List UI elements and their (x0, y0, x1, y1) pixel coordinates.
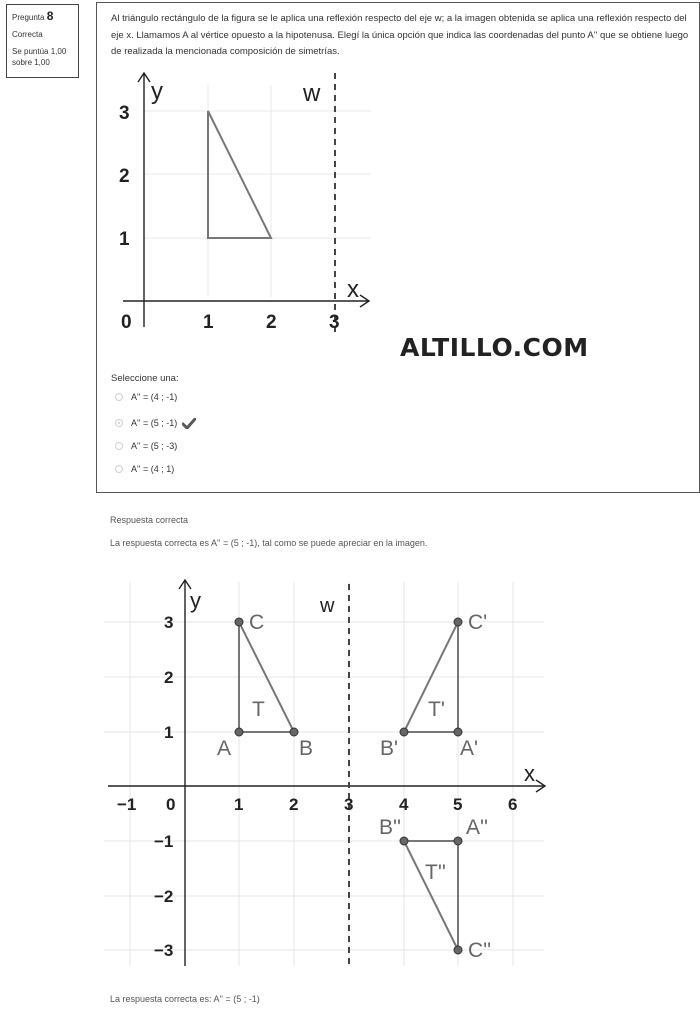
select-label: Seleccione una: (111, 373, 179, 384)
y-axis-label: y (151, 78, 163, 105)
label-A-double-prime: A'' (466, 816, 489, 839)
question-graph (103, 65, 373, 337)
point-A-double-prime (454, 837, 462, 845)
tick-x-2: 2 (289, 795, 299, 814)
tick-y-1: 1 (119, 229, 130, 250)
radio-option-d[interactable] (115, 465, 123, 473)
tick-x-1: 1 (234, 795, 244, 814)
point-C-double-prime (454, 946, 462, 954)
option-d[interactable] (115, 462, 174, 476)
label-B-prime: B' (380, 737, 399, 760)
tick-x-5: 5 (453, 795, 463, 814)
final-answer: La respuesta correcta es: A'' = (5 ; -1) (110, 994, 260, 1004)
point-B-prime (400, 728, 408, 736)
w-line-label: w (320, 595, 335, 617)
question-number-label: Pregunta (12, 13, 45, 22)
question-grade: Se puntúa 1,00 sobre 1,00 (12, 46, 67, 67)
label-B: B (299, 737, 314, 760)
point-B-double-prime (400, 837, 408, 845)
point-A-prime (454, 728, 462, 736)
point-A (235, 728, 243, 736)
point-C (235, 618, 243, 626)
feedback-title: Respuesta correcta (110, 515, 189, 525)
watermark: ALTILLO.COM (400, 333, 589, 362)
option-a[interactable] (115, 390, 177, 404)
tick-x-0: 0 (166, 795, 176, 814)
point-C-prime (454, 618, 462, 626)
label-A-prime: A' (460, 737, 479, 760)
tick-y-3: 3 (164, 613, 174, 632)
radio-option-a[interactable] (115, 393, 123, 401)
tick-y-3: 3 (119, 103, 130, 124)
label-B-double-prime: B'' (379, 816, 402, 839)
tick-y-2: 2 (164, 668, 174, 687)
tick-x-4: 4 (399, 795, 409, 814)
origin-label: 0 (121, 312, 132, 333)
question-number-value: 8 (46, 9, 54, 23)
x-axis-label: x (347, 276, 359, 303)
label-T: T (252, 698, 265, 721)
question-box (96, 2, 700, 493)
tick-x-2: 2 (266, 312, 277, 333)
grid (104, 582, 544, 966)
option-b[interactable] (115, 416, 196, 430)
tick-x-6: 6 (508, 795, 518, 814)
x-axis-label: x (524, 761, 535, 786)
axes (108, 580, 545, 966)
tick-y-1: 1 (164, 723, 174, 742)
grid (143, 85, 371, 297)
option-d-label: A'' = (4 ; 1) (131, 464, 175, 474)
w-line-label: w (303, 80, 321, 107)
label-A: A (217, 737, 232, 760)
tick-x-3: 3 (329, 312, 340, 333)
question-state: Correcta (12, 30, 43, 40)
solution-graph (104, 574, 550, 970)
option-c[interactable] (115, 439, 177, 453)
check-icon (182, 418, 196, 429)
radio-option-b[interactable] (115, 419, 123, 427)
question-text: Al triángulo rectángulo de la figura se le aplica una reflexión respecto del eje w; a la imagen obtenida se aplica una reflexión respecto del eje x. Llamamos A al vértice opuesto a la hipotenusa. Elegí la única opción que indica las coordenadas del punto A'' que se obtiene luego de realizada la mencionada composición de simetrías. (111, 13, 689, 57)
tick-y-neg2: −2 (154, 887, 174, 906)
question-info (6, 4, 79, 78)
tick-y-neg1: −1 (154, 832, 174, 851)
point-B (290, 728, 298, 736)
option-c-label: A'' = (5 ; -3) (131, 441, 178, 451)
label-C-double-prime: C'' (468, 939, 492, 962)
y-axis-label: y (190, 588, 201, 613)
feedback-text: La respuesta correcta es A'' = (5 ; -1), tal como se puede apreciar en la imagen. (110, 538, 428, 548)
tick-y-neg3: −3 (154, 941, 174, 960)
label-T-double-prime: T'' (425, 861, 446, 884)
label-T-prime: T' (428, 698, 445, 721)
option-a-label: A'' = (4 ; -1) (131, 392, 178, 402)
radio-option-c[interactable] (115, 442, 123, 450)
label-C: C (249, 611, 265, 634)
tick-y-2: 2 (119, 166, 130, 187)
question-number (12, 8, 73, 24)
tick-x-1: 1 (203, 312, 214, 333)
option-b-label: A'' = (5 ; -1) (131, 418, 178, 428)
label-C-prime: C' (468, 611, 488, 634)
tick-x-neg1: −1 (117, 795, 137, 814)
tick-x-3: 3 (344, 795, 354, 814)
